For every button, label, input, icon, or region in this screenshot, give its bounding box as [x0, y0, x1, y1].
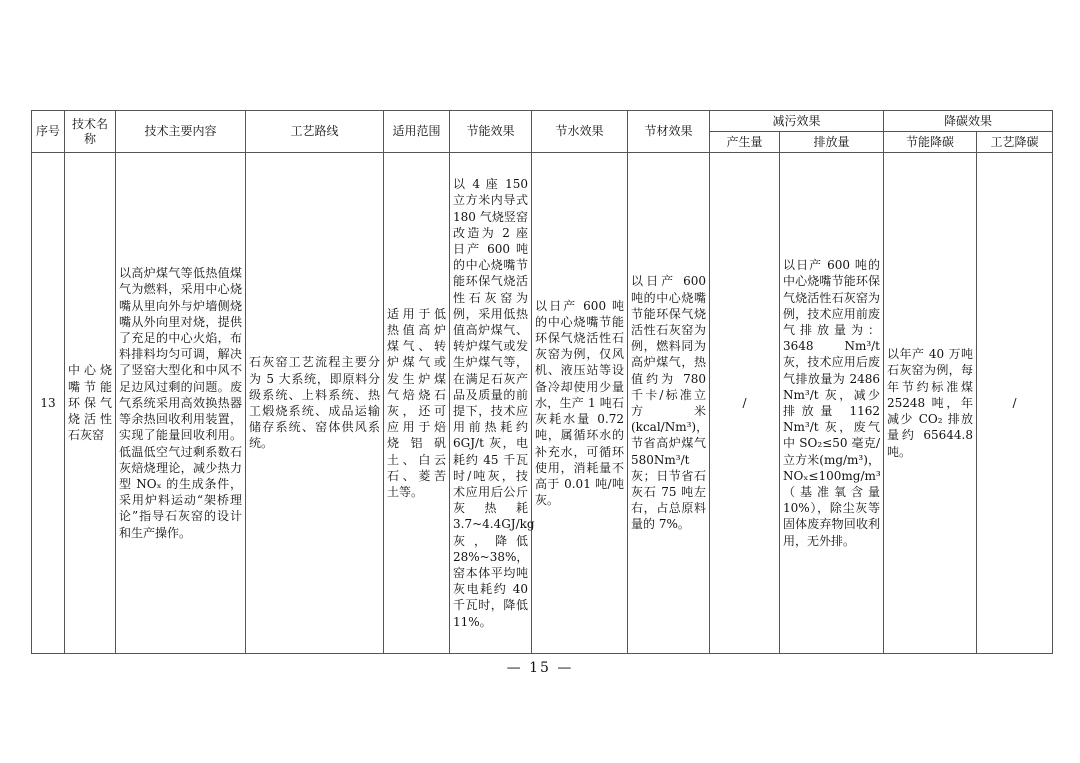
header-pollution: 减污效果 — [710, 111, 884, 132]
cell-pollution-produce: / — [710, 153, 780, 654]
cell-energy: 以 4 座 150 立方米内导式 180 气烧竖窑改造为 2 座日产 600 吨的中心烧嘴节能环保气烧活性石灰窑为例，采用低热值高炉煤气、转炉煤气或发生炉煤气等，在满足石灰产品及质量的前提下，技术应用前热耗约 6GJ/t 灰，电耗约 45 千瓦时/吨灰，技术应用后公斤灰热耗 3.7~4.4GJ/kg 灰，降低 28%~38%，窑本体平均吨灰电耗约 40 千瓦时，降低 11%。 — [450, 153, 532, 654]
cell-pollution-emit: 以日产 600 吨的中心烧嘴节能环保气烧活性石灰窑为例，技术应用前废气排放量为：3648 Nm³/t 灰，技术应用后废气排放量为 2486 Nm³/t 灰，减少排放量 1162 Nm³/t 灰，废气中 SO₂≤50 毫克/立方米(mg/m³)，NOₓ≤100mg/m³（基准氧含量 10%），除尘灰等固体废弃物回收利用，无外排。 — [780, 153, 884, 654]
header-carbon: 降碳效果 — [884, 111, 1053, 132]
header-water: 节水效果 — [532, 111, 628, 153]
header-energy: 节能效果 — [450, 111, 532, 153]
header-content: 技术主要内容 — [116, 111, 246, 153]
page-number: — 15 — — [506, 660, 574, 676]
table-row — [32, 153, 1053, 654]
header-row-1 — [32, 111, 1053, 132]
cell-water: 以日产 600 吨的中心烧嘴节能环保气烧活性石灰窑为例，仅风机、液压站等设备冷却使用少量水，生产 1 吨石灰耗水量 0.72 吨，属循环水的补充水，可循环使用，消耗量不高于 0.01 吨/吨灰。 — [532, 153, 628, 654]
header-carbon-process: 工艺降碳 — [977, 132, 1053, 153]
header-pollution-produce: 产生量 — [710, 132, 780, 153]
cell-route: 石灰窑工艺流程主要分为 5 大系统，即原料分级系统、上料系统、热工煅烧系统、成品运输储存系统、窑体供风系统。 — [246, 153, 384, 654]
header-pollution-emit: 排放量 — [780, 132, 884, 153]
cell-seq: 13 — [32, 153, 65, 654]
header-name: 技术名称 — [65, 111, 116, 153]
header-route: 工艺路线 — [246, 111, 384, 153]
cell-name: 中心烧嘴节能环保气烧活性石灰窑 — [65, 153, 116, 654]
cell-scope: 适用于低热值高炉煤气、转炉煤气或发生炉煤气焙烧石灰，还可应用于焙烧铝矾土、白云石、菱苦土等。 — [384, 153, 450, 654]
header-scope: 适用范围 — [384, 111, 450, 153]
header-material: 节材效果 — [628, 111, 710, 153]
cell-material: 以日产 600 吨的中心烧嘴节能环保气烧活性石灰窑为例，燃料同为高炉煤气，热值约为 780 千卡/标准立方米 (kcal/Nm³)，节省高炉煤气 580Nm³/t 灰；日节省石灰石 75 吨左右，占总原料量的 7%。 — [628, 153, 710, 654]
technology-table — [31, 110, 1053, 654]
cell-carbon-energy: 以年产 40 万吨石灰窑为例，每年节约标准煤 25248 吨，年减少 CO₂ 排放量约 65644.8 吨。 — [884, 153, 977, 654]
header-carbon-energy: 节能降碳 — [884, 132, 977, 153]
header-seq: 序号 — [32, 111, 65, 153]
cell-carbon-process: / — [977, 153, 1053, 654]
cell-content: 以高炉煤气等低热值煤气为燃料，采用中心烧嘴从里向外与炉墙侧烧嘴从外向里对烧，提供了充足的中心火焰，布料排料均匀可调，解决了竖窑大型化和中风不足边风过剩的问题。废气系统采用高效换热器等余热回收利用装置，实现了能量回收利用。低温低空气过剩系数石灰焙烧理论，减少热力型 NOₓ 的生成条件，采用炉料运动“架桥理论”指导石灰窑的设计和生产操作。 — [116, 153, 246, 654]
